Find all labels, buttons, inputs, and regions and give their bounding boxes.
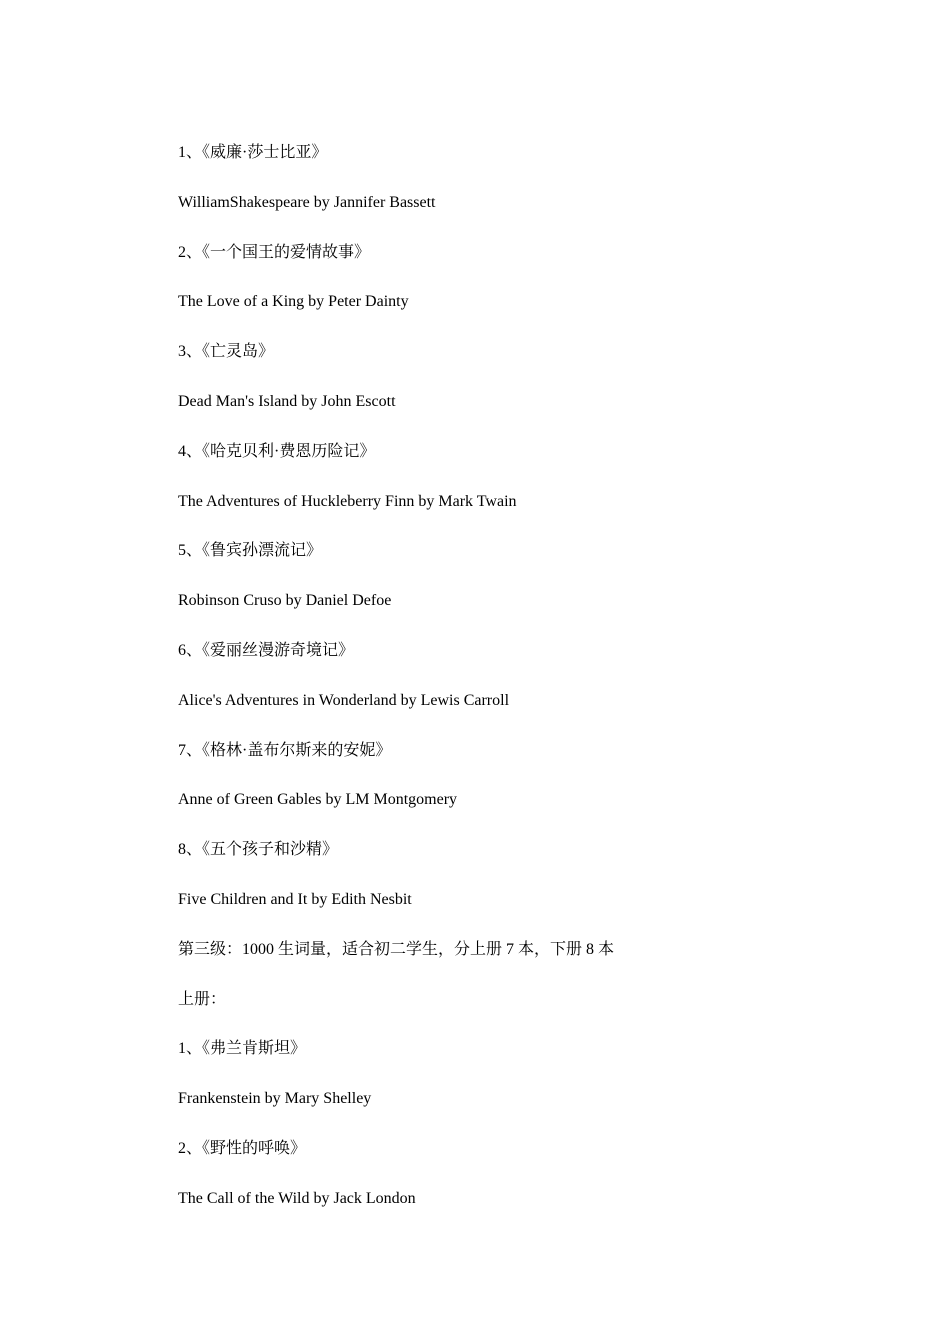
line-l3-book-2-cn: 2、《野性的呼唤》 [178,1139,307,1157]
line-book-1-en: WilliamShakespeare by Jannifer Bassett [178,193,436,211]
line-book-3-cn: 3、《亡灵岛》 [178,343,275,361]
line-book-2-cn: 2、《一个国王的爱情故事》 [178,243,371,261]
line-book-3-en: Dead Man's Island by John Escott [178,392,396,410]
line-l3-book-1-cn: 1、《弗兰肯斯坦》 [178,1040,307,1058]
volume-1-heading: 上册： [178,990,227,1008]
line-book-5-cn: 5、《鲁宾孙漂流记》 [178,542,323,560]
level-3-heading: 第三级：1000 生词量，适合初二学生，分上册 7 本，下册 8 本 [178,940,615,958]
line-book-6-cn: 6、《爱丽丝漫游奇境记》 [178,641,355,659]
line-book-4-en: The Adventures of Huckleberry Finn by Mark Twain [178,492,517,510]
line-book-8-cn: 8、《五个孩子和沙精》 [178,841,339,859]
line-book-8-en: Five Children and It by Edith Nesbit [178,890,412,908]
line-book-2-en: The Love of a King by Peter Dainty [178,293,409,311]
line-book-1-cn: 1、《威廉·莎士比亚》 [178,144,328,161]
line-l3-book-2-en: The Call of the Wild by Jack London [178,1189,416,1207]
text-lines [178,141,898,1237]
line-book-5-en: Robinson Cruso by Daniel Defoe [178,592,392,610]
line-book-7-cn: 7、《格林·盖布尔斯来的安妮》 [178,741,392,759]
line-book-7-en: Anne of Green Gables by LM Montgomery [178,791,458,809]
line-book-4-cn: 4、《哈克贝利·费恩历险记》 [178,442,376,460]
line-l3-book-1-en: Frankenstein by Mary Shelley [178,1090,372,1108]
line-book-6-en: Alice's Adventures in Wonderland by Lewis Carroll [178,691,510,709]
